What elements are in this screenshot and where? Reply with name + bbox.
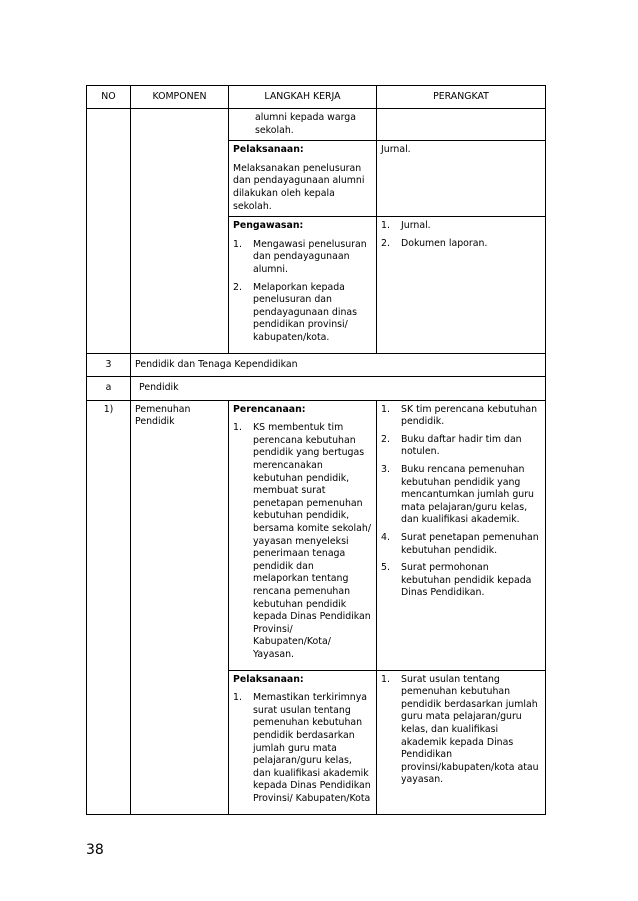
komponen-cell: Pemenuhan Pendidik — [131, 400, 229, 814]
list-item: 2. Buku daftar hadir tim dan notulen. — [381, 433, 522, 458]
page-number: 38 — [86, 842, 104, 858]
pelaksanaan-perangkat: Jurnal. — [377, 141, 546, 217]
section-number: 3 — [87, 353, 131, 377]
row-number: 1) — [87, 400, 131, 814]
list-item: 1. Surat usulan tentang pemenuhan kebutuhan pendidik berdasarkan jumlah guru mata pelajaran/guru kelas, dan kualifikasi akademik kepada Dinas Pendidikan provinsi/kabupaten/kota atau yayasan. — [381, 673, 539, 786]
pelaksanaan-cell — [229, 141, 377, 217]
section-row — [87, 353, 546, 377]
pengawasan-cell — [229, 217, 377, 353]
list-item: 4. Surat penetapan pemenuhan kebutuhan pendidik. — [381, 532, 539, 556]
pelaksanaan-perangkat — [377, 670, 546, 814]
perencanaan-cell — [229, 400, 377, 670]
pelaksanaan-text: Melaksanakan penelusuran dan pendayagunaan alumni dilakukan oleh kepala sekolah. — [233, 162, 365, 212]
pelaksanaan-heading: Pelaksanaan: — [233, 673, 304, 685]
list-item: 1. Memastikan terkirimnya surat usulan tentang pemenuhan kebutuhan pendidik berdasarkan jumlah guru mata pelajaran/guru kelas, dan kualifikasi akademik kepada Dinas Pendidikan Provinsi/ Kabupaten/Kota — [233, 692, 371, 804]
table-row — [87, 109, 546, 141]
pengawasan-heading: Pengawasan: — [233, 220, 304, 232]
list-item: 2. Dokumen laporan. — [381, 237, 488, 249]
header-no: NO — [87, 86, 131, 109]
subsection-letter: a — [87, 377, 131, 401]
header-row — [87, 86, 546, 109]
header-langkah-kerja: LANGKAH KERJA — [229, 86, 377, 109]
pelaksanaan-list — [233, 692, 372, 805]
pelaksanaan-cell — [229, 670, 377, 814]
header-perangkat: PERANGKAT — [377, 86, 546, 109]
table-row — [87, 400, 546, 670]
perangkat-list — [381, 404, 541, 600]
procedure-table — [86, 85, 546, 815]
perencanaan-heading: Perencanaan: — [233, 403, 306, 415]
section-title: Pendidik dan Tenaga Kependidikan — [131, 353, 546, 377]
continued-text: alumni kepada warga sekolah. — [229, 109, 377, 141]
perangkat-list — [381, 674, 541, 787]
list-item: 2. Melaporkan kepada penelusuran dan pendayagunaan dinas pendidikan provinsi/ kabupaten/kota. — [233, 281, 358, 343]
list-item: 3. Buku rencana pemenuhan kebutuhan pendidik yang mencantumkan jumlah guru mata pelajaran/guru kelas, dan kualifikasi akademik. — [381, 464, 535, 526]
perencanaan-list — [233, 422, 372, 661]
list-item: 5. Surat permohonan kebutuhan pendidik kepada Dinas Pendidikan. — [381, 562, 532, 599]
perangkat-list — [381, 220, 541, 250]
list-item: 1. KS membentuk tim perencana kebutuhan pendidik yang bertugas merencanakan kebutuhan pendidik, membuat surat penetapan pemenuhan kebutuhan pendidik, bersama komite sekolah/ yayasan menyeleksi penerimaan tenaga pendidik dan melaporkan tentang rencana pemenuhan kebutuhan pendidik kepada Dinas Pendidikan Provinsi/ Kabupaten/Kota/ Yayasan. — [233, 422, 371, 660]
pengawasan-list — [233, 239, 372, 345]
list-item: 1. SK tim perencana kebutuhan pendidik. — [381, 403, 538, 428]
perencanaan-perangkat — [377, 400, 546, 670]
pengawasan-perangkat — [377, 217, 546, 353]
list-item: 1. Jurnal. — [381, 220, 431, 232]
header-komponen: KOMPONEN — [131, 86, 229, 109]
subsection-row — [87, 377, 546, 401]
list-item: 1. Mengawasi penelusuran dan pendayagunaan alumni. — [233, 238, 367, 275]
pelaksanaan-heading: Pelaksanaan: — [233, 144, 304, 156]
subsection-title: Pendidik — [131, 377, 546, 401]
